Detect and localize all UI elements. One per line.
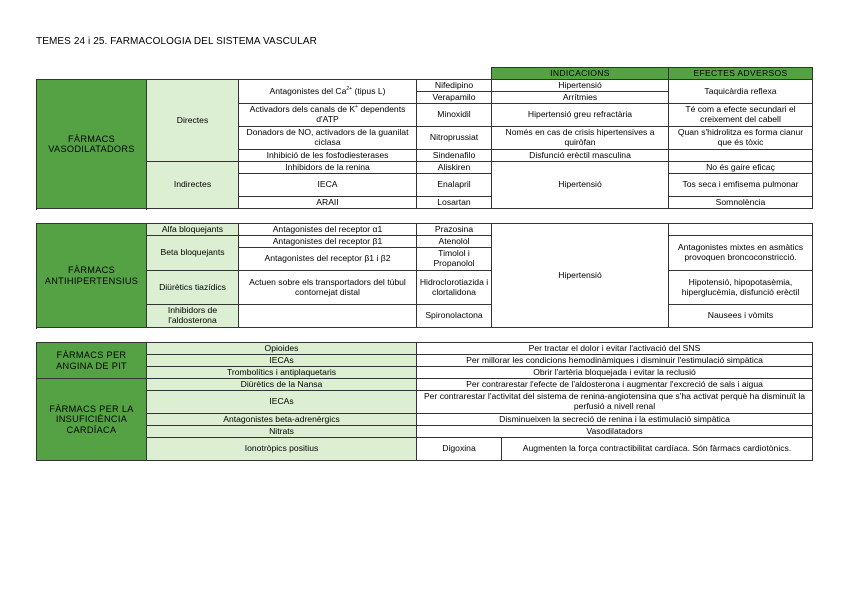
angina-thrombolytics-use: Obrir l'artèria bloquejada i evitar la reclusió — [417, 367, 813, 379]
indirect-label: Indirectes — [147, 162, 239, 209]
beta12-mechanism: Antagonistes del receptor β1 i β2 — [239, 248, 417, 271]
aldosterone-mechanism — [239, 305, 417, 328]
hf-inotropes: Ionotròpics positius — [147, 438, 417, 461]
drug-sildenafilo: Sindenafilo — [417, 150, 492, 162]
hf-beta-antagonists-use: Disminueixen la secreció de renina i la estimulació simpàtica — [417, 414, 813, 426]
katp-activators-cell: Activadors dels canals de K+ dependents d'ATP — [239, 104, 417, 127]
alpha-blockers-label: Alfa bloquejants — [147, 224, 239, 236]
indication-indirect: Hipertensió — [492, 162, 669, 209]
drug-hydrochlorothiazide: Hidroclorotiazida i clortalidona — [417, 271, 492, 305]
indications-header: INDICACIONS — [492, 68, 669, 80]
beta1-mechanism: Antagonistes del receptor β1 — [239, 236, 417, 248]
angina-iecas-use: Per millorar les condicions hemodinàmiques i disminuir l'estimulació simpàtica — [417, 355, 813, 367]
adverse-nifedipino: Taquicàrdia reflexa — [669, 80, 813, 104]
antihypertensives-table — [36, 223, 813, 328]
adverse-aliskiren: No és gaire eficaç — [669, 162, 813, 174]
drug-enalapril: Enalapril — [417, 174, 492, 197]
adverse-thiazide: Hipotensió, hipopotasèmia, hiperglucèmia, disfunció erèctil — [669, 271, 813, 305]
vasodilators-group-label: FÀRMACS VASODILATADORS — [37, 80, 147, 209]
hf-iecas-use: Per contrarestar l'activitat del sistema de renina-angiotensina que s'ha activat perquè ha disminuït la perfusió a nivell renal — [417, 391, 813, 414]
angina-opioids-use: Per tractar el dolor i evitar l'activació del SNS — [417, 343, 813, 355]
direct-label: Directes — [147, 80, 239, 162]
adverse-enalapril: Tos seca i emfisema pulmonar — [669, 174, 813, 197]
angina-heart-failure-table — [36, 342, 813, 461]
heart-failure-group-label: FÀRMACS PER LA INSUFICIÈNCIA CARDÍACA — [37, 379, 147, 461]
drug-digoxina: Digoxina — [417, 438, 502, 461]
drug-nifedipino: Nifedipino — [417, 80, 492, 92]
adverse-nitroprussiat: Quan s'hidrolitza es forma cianur que és tòxic — [669, 127, 813, 150]
drug-nitroprussiat: Nitroprussiat — [417, 127, 492, 150]
adverse-minoxidil: Té com a efecte secundari el creixement del cabell — [669, 104, 813, 127]
drug-spironolactona: Spironolactona — [417, 305, 492, 328]
antihypertensives-group-label: FÀRMACS ANTIHIPERTENSIUS — [37, 224, 147, 328]
indication-sildenafilo: Disfunció erèctil masculina — [492, 150, 669, 162]
aldosterone-inhibitors-label: Inhibidors de l'aldosterona — [147, 305, 239, 328]
adverse-beta-blockers: Antagonistes mixtes en asmàtics provoquen broncoconstricció. — [669, 236, 813, 271]
ca-antagonists-cell: Antagonistes del $Ca^{2+}$ (tipus L) — [239, 80, 417, 104]
ieca-cell: IECA — [239, 174, 417, 197]
adverse-losartan: Somnolència — [669, 197, 813, 209]
indication-nifedipino: Hipertensió — [492, 80, 669, 92]
renin-inhibitors-cell: Inhibidors de la renina — [239, 162, 417, 174]
drug-losartan: Losartan — [417, 197, 492, 209]
hf-loop-diuretics: Diürètics de la Nansa — [147, 379, 417, 391]
hf-nitrates: Nitrats — [147, 426, 417, 438]
adverse-sildenafilo — [669, 150, 813, 162]
beta-blockers-label: Beta bloquejants — [147, 236, 239, 271]
angina-group-label: FÀRMACS PER ANGINA DE PIT — [37, 343, 147, 379]
hf-loop-diuretics-use: Per contrarestar l'efecte de l'aldosterona i augmentar l'excreció de sals i aigua — [417, 379, 813, 391]
page-title: TEMES 24 i 25. FARMACOLOGIA DEL SISTEMA VASCULAR — [36, 36, 317, 47]
drug-prazosina: Prazosina — [417, 224, 492, 236]
indication-antihypertensive: Hipertensió — [492, 224, 669, 328]
adverse-prazosina — [669, 224, 813, 236]
araii-cell: ARAII — [239, 197, 417, 209]
adverse-spironolactona: Nausees i vòmits — [669, 305, 813, 328]
angina-opioids: Opioides — [147, 343, 417, 355]
vasodilators-table — [36, 67, 813, 209]
angina-iecas: IECAs — [147, 355, 417, 367]
indication-verapamilo: Arrítmies — [492, 92, 669, 104]
thiazide-label: Diürètics tiazídics — [147, 271, 239, 305]
hf-digoxina-use: Augmenten la força contractibilitat cardíaca. Són fàrmacs cardiotònics. — [502, 438, 813, 461]
alpha-mechanism: Antagonistes del receptor α1 — [239, 224, 417, 236]
indication-nitroprussiat: Només en cas de crisis hipertensives a quiròfan — [492, 127, 669, 150]
angina-thrombolytics: Trombolítics i antiplaquetaris — [147, 367, 417, 379]
drug-minoxidil: Minoxidil — [417, 104, 492, 127]
drug-verapamilo: Verapamilo — [417, 92, 492, 104]
hf-nitrates-use: Vasodilatadors — [417, 426, 813, 438]
pde-inhibition-cell: Inhibició de les fosfodiesterases — [239, 150, 417, 162]
thiazide-mechanism: Actuen sobre els transportadors del túbul contornejat distal — [239, 271, 417, 305]
adverse-effects-header: EFECTES ADVERSOS — [669, 68, 813, 80]
no-donors-cell: Donadors de NO, activadors de la guanilat ciclasa — [239, 127, 417, 150]
drug-timolol-propanolol: Timolol i Propanolol — [417, 248, 492, 271]
hf-beta-antagonists: Antagonistes beta-adrenèrgics — [147, 414, 417, 426]
indication-minoxidil: Hipertensió greu refractària — [492, 104, 669, 127]
hf-iecas: IECAs — [147, 391, 417, 414]
drug-aliskiren: Aliskiren — [417, 162, 492, 174]
drug-atenolol: Atenolol — [417, 236, 492, 248]
